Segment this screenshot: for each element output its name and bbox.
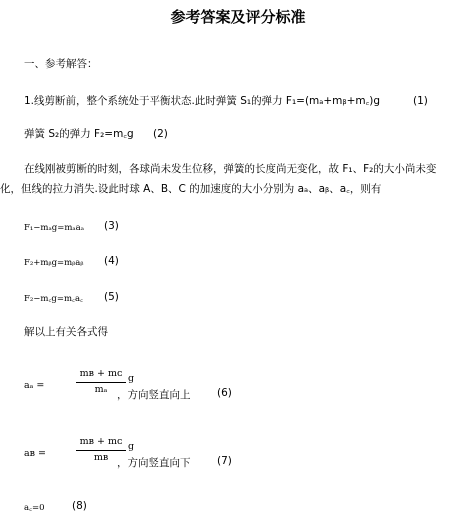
eq-number-5: (5)	[104, 291, 119, 303]
equation-3: F₁−mₐg=mₐaₐ	[24, 223, 85, 233]
line-1-text: 1.线剪断前，整个系统处于平衡状态.此时弹簧 S₁的弹力 F₁=(mₐ+mᵦ+m꜀)g	[24, 95, 381, 107]
equation-7	[24, 436, 424, 476]
equation-4: F₂+mᵦg=mᵦaᵦ	[24, 258, 84, 268]
eq-number-7: (7)	[217, 455, 232, 467]
paragraph-line-1: 在线刚被剪断的时刻，各球尚未发生位移，弹簧的长度尚无变化，故 F₁、F₂的大小尚未变	[24, 163, 437, 175]
line-2: 弹簧 S₂的弹力 F₂=m꜀g	[24, 128, 134, 140]
equation-7-lhs: aʙ =	[24, 448, 46, 459]
eq-number-8: (8)	[72, 500, 87, 512]
section-heading: 一、参考解答：	[24, 58, 98, 70]
solve-line: 解以上有关各式得	[24, 326, 108, 338]
equation-6	[24, 368, 424, 408]
eq-number-2: (2)	[153, 128, 168, 140]
equation-6-direction: ，方向竖直向上	[117, 389, 191, 401]
equation-7-numerator: mʙ + mᴄ	[79, 436, 123, 447]
equation-7-fraction-bar	[76, 450, 126, 451]
eq-number-4: (4)	[104, 255, 119, 267]
equation-7-denominator: mʙ	[93, 452, 109, 463]
equation-7-g: g	[128, 441, 135, 452]
equation-6-fraction-bar	[76, 382, 126, 383]
equation-7-direction: ，方向竖直向下	[117, 457, 191, 469]
equation-6-lhs: aₐ =	[24, 380, 45, 391]
equation-5: F₂−m꜀g=m꜀a꜀	[24, 294, 84, 304]
equation-6-numerator: mʙ + mᴄ	[79, 368, 123, 379]
eq-number-6: (6)	[217, 387, 232, 399]
equation-6-g: g	[128, 373, 135, 384]
eq-number-1: (1)	[413, 95, 428, 107]
page-title: 参考答案及评分标准	[170, 8, 306, 26]
equation-8: a꜀=0	[24, 503, 45, 513]
paragraph-line-2: 化，但线的拉力消失.设此时球 A、B、C 的加速度的大小分别为 aₐ、aᵦ、a꜀，则有	[0, 183, 382, 195]
equation-6-denominator: mₐ	[94, 384, 108, 395]
eq-number-3: (3)	[104, 220, 119, 232]
line-1	[24, 94, 380, 108]
